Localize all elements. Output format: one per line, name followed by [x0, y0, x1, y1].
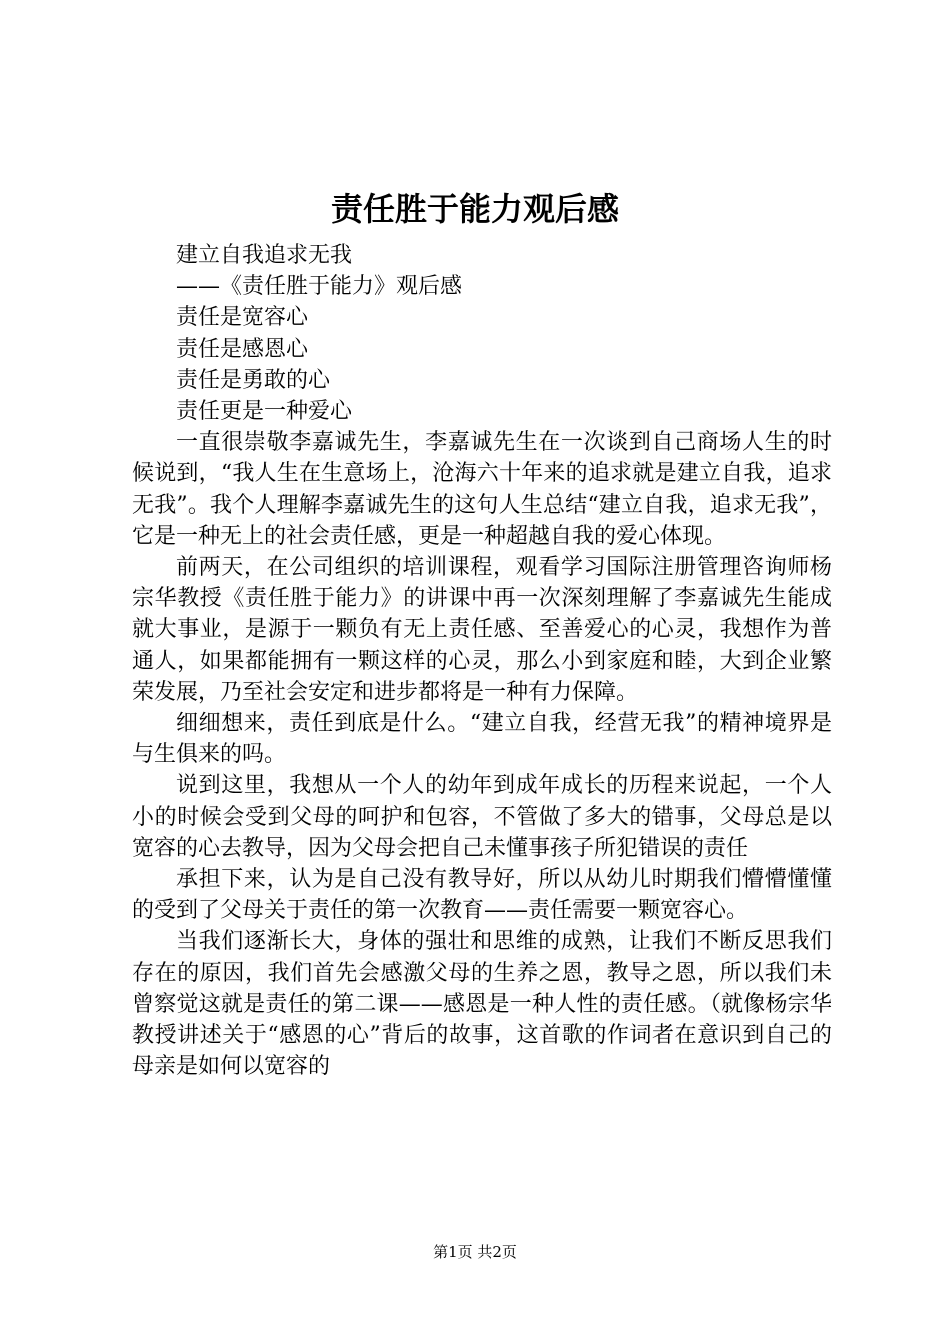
paragraph: 责任是勇敢的心	[176, 367, 331, 393]
paragraph: 一直很崇敬李嘉诚先生，李嘉诚先生在一次谈到自己商场人生的时候说到，“我人生在生意场上，沧海六十年来的追求就是建立自我，追求无我”。我个人理解李嘉诚先生的这句人生总结“建立自我，追求无我”，它是一种无上的社会责任感，更是一种超越自我的爱心体现。	[132, 430, 832, 549]
paragraph: 建立自我追求无我	[176, 243, 353, 268]
paragraph: 前两天，在公司组织的培训课程，观看学习国际注册管理咨询师杨宗华教授《责任胜于能力》的讲课中再一次深刻理解了李嘉诚先生能成就大事业，是源于一颗负有无上责任感、至善爱心的心灵，我想作为普通人，如果都能拥有一颗这样的心灵，那么小到家庭和睦，大到企业繁荣发展，乃至社会安定和进步都将是一种有力保障。	[132, 555, 832, 705]
paragraph: 承担下来，认为是自己没有教导好，所以从幼儿时期我们懵懵懂懂的受到了父母关于责任的第一次教育——责任需要一颗宽容心。	[132, 867, 832, 924]
paragraph: ——《责任胜于能力》观后感	[176, 274, 463, 300]
paragraph: 说到这里，我想从一个人的幼年到成年成长的历程来说起，一个人小的时候会受到父母的呵护和包容，不管做了多大的错事，父母总是以宽容的心去教导，因为父母会把自己未懂事孩子所犯错误的责任	[132, 773, 832, 861]
paragraph: 责任更是一种爱心	[176, 399, 353, 425]
paragraph: 细细想来，责任到底是什么。“建立自我，经营无我”的精神境界是与生俱来的吗。	[132, 711, 832, 768]
paragraph: 责任是宽容心	[176, 305, 309, 331]
paragraph: 责任是感恩心	[176, 336, 309, 362]
document-body	[132, 240, 832, 1082]
page-footer: 第1页 共2页	[433, 1243, 517, 1261]
document-title: 责任胜于能力观后感	[330, 190, 619, 228]
paragraph: 当我们逐渐长大，身体的强壮和思维的成熟，让我们不断反思我们存在的原因，我们首先会感激父母的生养之恩，教导之恩，所以我们未曾察觉这就是责任的第二课——感恩是一种人性的责任感。（就像杨宗华教授讲述关于“感恩的心”背后的故事，这首歌的作词者在意识到自己的母亲是如何以宽容的	[132, 929, 832, 1080]
